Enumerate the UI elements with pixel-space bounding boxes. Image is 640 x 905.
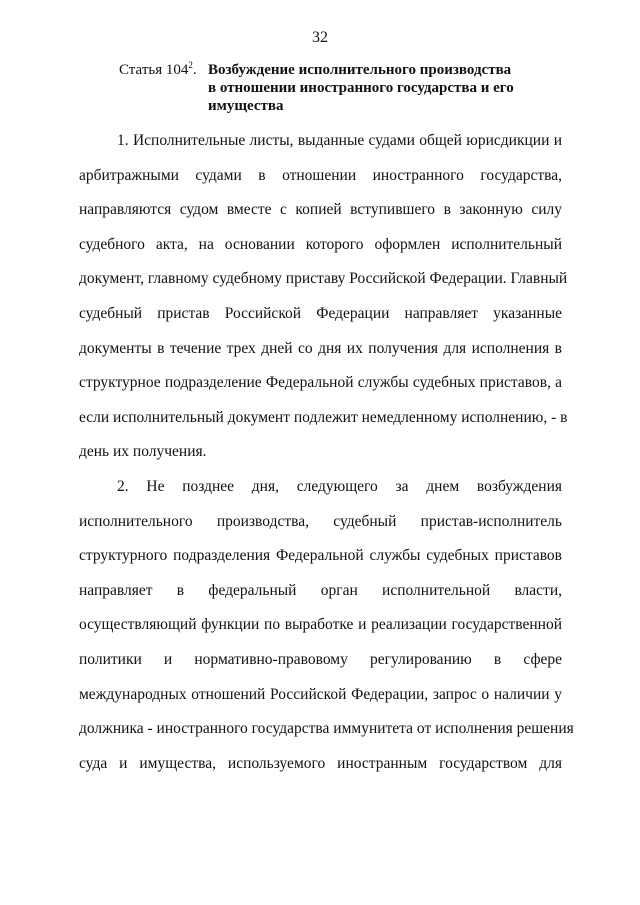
article-label-superscript: 2 [188, 60, 193, 70]
article-title-line: в отношении иностранного государства и его [208, 80, 514, 96]
text-line: направляет в федеральный орган исполнительной власти, [79, 581, 562, 599]
article-title-line: имущества [208, 98, 284, 114]
page-number: 32 [312, 29, 328, 46]
text-line: осуществляющий функции по выработке и реализации государственной [79, 616, 562, 634]
text-line: если исполнительный документ подлежит немедленному исполнению, - в [79, 408, 568, 426]
article-title-line: Возбуждение исполнительного производства [208, 62, 512, 78]
text-line: структурное подразделение Федеральной службы судебных приставов, а [79, 374, 562, 392]
text-line: структурного подразделения Федеральной службы судебных приставов [79, 547, 562, 565]
text-line: международных отношений Российской Федерации, запрос о наличии у [79, 685, 562, 703]
article-title [208, 61, 558, 115]
article-label-suffix: . [192, 62, 197, 78]
article-body [79, 124, 574, 781]
text-line: 1. Исполнительные листы, выданные судами общей юрисдикции и [117, 132, 562, 149]
article-label [119, 61, 197, 79]
text-line: должника - иностранного государства иммунитета от исполнения решения [79, 720, 574, 738]
text-line: арбитражными судами в отношении иностранного государства, [79, 166, 562, 184]
article-label-text: Статья 104 [119, 62, 189, 78]
paragraph-2 [79, 470, 574, 781]
text-line: документы в течение трех дней со дня их получения для исполнения в [79, 339, 562, 357]
text-line: судебный пристав Российской Федерации направляет указанные [79, 304, 562, 322]
text-line: суда и имущества, используемого иностранным государством для [79, 754, 562, 772]
text-line: документ, главному судебному приставу Российской Федерации. Главный [79, 270, 568, 288]
text-line: политики и нормативно-правовому регулированию в сфере [79, 650, 562, 668]
text-line: исполнительного производства, судебный пристав-исполнитель [79, 512, 562, 530]
text-line: день их получения. [79, 443, 207, 461]
text-line: судебного акта, на основании которого оформлен исполнительный [79, 235, 562, 253]
text-line: направляются судом вместе с копией вступившего в законную силу [79, 201, 562, 219]
paragraph-1 [79, 124, 568, 470]
text-line: 2. Не позднее дня, следующего за днем возбуждения [117, 477, 562, 495]
